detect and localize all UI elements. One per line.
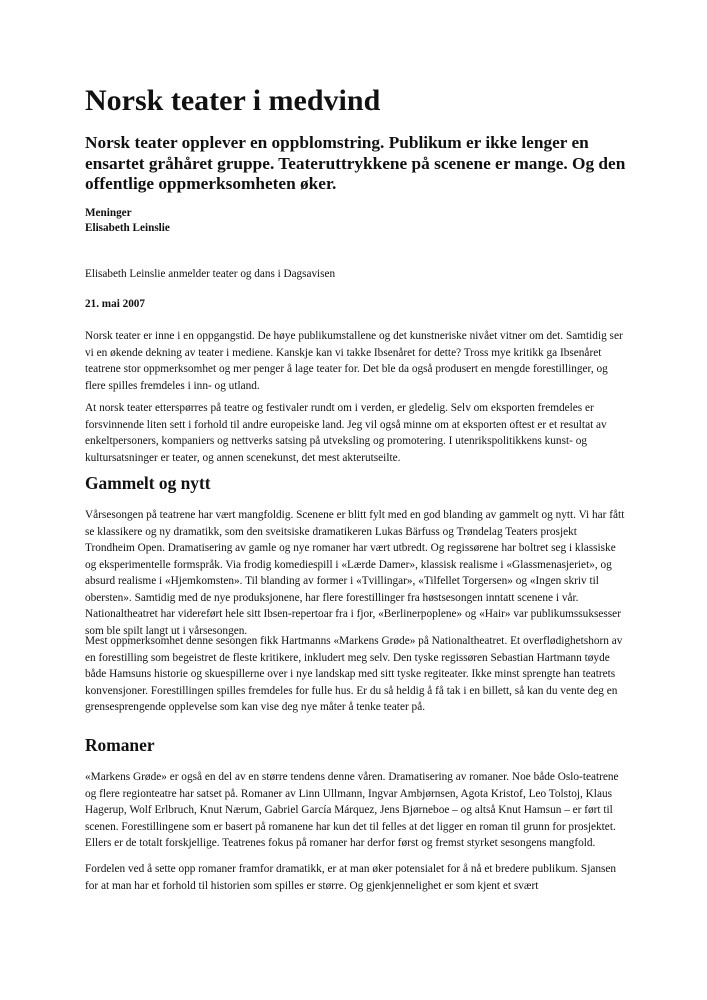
paragraph: At norsk teater etterspørres på teatre og festivaler rundt om i verden, er gledelig. Selv om eksporten fremdeles er forsvinnende liten sett i forhold til andre europeiske land. Jeg vil også minne om at eksporten oftest er et resultat av enkeltpersoners, kompaniers og nettverks satsing på utveksling og promotering. I utenrikspolitikkens kunst- og kultursatsninger er teater, og annen scenekunst, det mest akterutseilte. bbox=[85, 402, 607, 464]
paragraph: Norsk teater er inne i en oppgangstid. De høye publikumstallene og det kunstneriske nivået vitner om det. Samtidig ser vi en økende dekning av teater i mediene. Kanskje kan vi takke Ibsenåret for dette? Tross mye kritikk ga Ibsenåret teatrene stor oppmerksomhet og mer penger å lage teater for. Det ble da også produsert en mengde forestillinger, og flere spilles fremdeles i inn- og utland. bbox=[85, 330, 623, 392]
paragraph: Mest oppmerksomhet denne sesongen fikk Hartmanns «Markens Grøde» på Nationaltheatret. Et overflødighetshorn av en forestilling som begeistret de fleste kritikere, inkludert meg selv. Den tyske regissøren Sebastian Hartmann tøyde både Hamsuns historie og skuespillerne over i nye landskap med sitt tyske regiteater. Ikke minst sprengte han teatrets konvensjoner. Forestillingen spilles fremdeles for fulle hus. Er du så heldig å få tak i en billett, så kan du vente deg en grensesprengende opplevelse som kan vise deg nye måter å tenke teater på. bbox=[85, 635, 623, 713]
section-label: Meninger bbox=[85, 207, 132, 219]
section-heading: Gammelt og nytt bbox=[85, 473, 211, 493]
article-lede: Norsk teater opplever en oppblomstring. Publikum er ikke lenger en ensartet gråhåret gruppe. Teateruttrykkene på scenene er mange. Og den offentlige oppmerksomheten øker. bbox=[85, 133, 626, 193]
author-name: Elisabeth Leinslie bbox=[85, 222, 170, 234]
section-heading: Romaner bbox=[85, 735, 155, 755]
paragraph: «Markens Grøde» er også en del av en større tendens denne våren. Dramatisering av romaner. Noe både Oslo-teatrene og flere regionteatre har satset på. Romaner av Linn Ullmann, Ingvar Ambjørnsen, Agota Kristof, Leo Tolstoj, Klaus Hagerup, Wolf Erlbruch, Knut Nærum, Gabriel García Márquez, Jens Bjørneboe – og altså Knut Hamsun – er ført til scenen. Forestillingene som er basert på romanene har kun det til felles at det ligger en roman til grunn for prosjektet. Ellers er de totalt forskjellige. Teatrenes fokus på romaner har derfor først og fremst styrket sesongens mangfold. bbox=[85, 771, 619, 849]
author-bio: Elisabeth Leinslie anmelder teater og dans i Dagsavisen bbox=[85, 268, 336, 280]
paragraph: Vårsesongen på teatrene har vært mangfoldig. Scenene er blitt fylt med en god blanding av gammelt og nytt. Vi har fått se klassikere og ny dramatikk, som den sveitsiske dramatikeren Lukas Bärfuss og Trøndelag Teaters prosjekt Trondheim Open. Dramatisering av gamle og nye romaner har vært utbredt. Og regissørene har boltret seg i klassiske og eksperimentelle formspråk. Via frodig komediespill i «Lærde Damer», klassisk realisme i «Glassmenasjeriet», og absurd realisme i «Hjemkomsten». Til blanding av former i «Tvillingar», «Tilfellet Torgersen» og «Ingen skriv til obersten». Samtidig med de nye produksjonene, har flere forestillinger fra høstsesongen inntatt scenene i vår. Nationaltheatret har videreført hele sitt Ibsen-repertoar fra i fjor, «Berlinerpoplene» og «Hair» var publikumssuksesser som ble spilt langt ut i vårsesongen. bbox=[85, 509, 625, 637]
publish-date: 21. mai 2007 bbox=[85, 298, 145, 310]
article-title: Norsk teater i medvind bbox=[85, 84, 381, 117]
paragraph: Fordelen ved å sette opp romaner framfor dramatikk, er at man øker potensialet for å nå et bredere publikum. Sjansen for at man har et forhold til historien som spilles er større. Og gjenkjennelighet er som kjent et svært bbox=[85, 863, 617, 892]
